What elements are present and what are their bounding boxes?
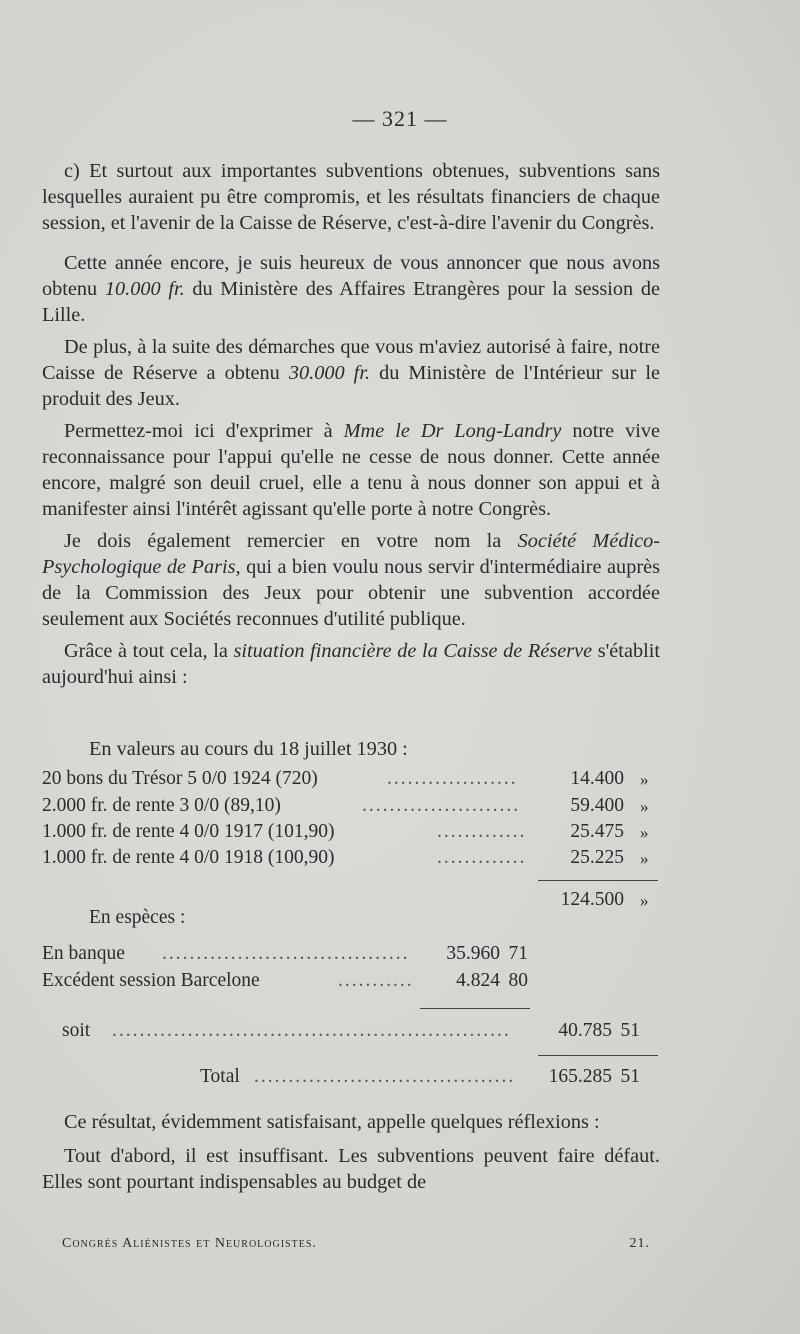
signature-mark: 21. — [629, 1236, 650, 1251]
row-mark: » — [640, 849, 649, 868]
values-heading: En valeurs au cours du 18 juillet 1930 : — [89, 738, 408, 760]
society-name: Société Médico-Psychologique de Paris, — [42, 530, 660, 578]
row-amount: 40.785 — [558, 1020, 612, 1041]
paragraph-lille: Cette année encore, je suis heureux de vous annoncer que nous avons obtenu 10.000 fr. du Ministère des Affaires Etrangères pour la session de Lille. — [42, 252, 660, 326]
row-cents: 71 — [508, 943, 528, 964]
row-cents: 51 — [620, 1020, 640, 1041]
leader-dots: .................................... — [162, 943, 410, 964]
body-text-after — [42, 1109, 660, 1201]
page-number: — 321 — — [352, 106, 448, 131]
leader-dots: ............. — [437, 847, 527, 868]
row-mark: » — [640, 891, 649, 910]
row-amount: 25.475 — [570, 821, 624, 842]
row-amount: 25.225 — [570, 847, 624, 868]
amount-italic: 30.000 fr. — [288, 362, 371, 384]
row-amount: 14.400 — [570, 768, 624, 789]
paragraph-thanks: Permettez-moi ici d'exprimer à Mme le Dr Long-Landry notre vive reconnaissance pour l'appui qu'elle ne cesse de nous donner. Cette année encore, malgré son deuil cruel, elle a tenu à nous donner son appui et à manifester ainsi l'intérêt agissant qu'elle porte à notre Congrès. — [42, 420, 661, 520]
row-amount: 4.824 — [456, 970, 500, 991]
table-row — [42, 768, 662, 794]
footer-title: Congrès Aliénistes et Neurologistes. — [62, 1236, 317, 1251]
situation-title: situation financière de la Caisse de Réserve — [233, 640, 593, 662]
paragraph-result: Ce résultat, évidemment satisfaisant, appelle quelques réflexions : — [64, 1111, 600, 1133]
sum-rule — [538, 1055, 658, 1056]
sum-rule — [420, 1008, 530, 1009]
leader-dots: ............. — [437, 821, 527, 842]
row-label: 1.000 fr. de rente 4 0/0 1917 (101,90) — [42, 821, 335, 842]
footer — [62, 1236, 662, 1252]
amount-italic: 10.000 fr. — [104, 278, 185, 300]
table-row — [42, 970, 662, 996]
leader-dots: ....................... — [362, 795, 521, 816]
row-cents: 80 — [508, 970, 528, 991]
row-label: En banque — [42, 943, 125, 964]
table-row — [42, 847, 662, 873]
row-amount: 59.400 — [570, 795, 624, 816]
paragraph-insufficient: Tout d'abord, il est insuffisant. Les subventions peuvent faire défaut. Elles sont pourtant indispensables au budget de — [42, 1145, 660, 1193]
row-label: 1.000 fr. de rente 4 0/0 1918 (100,90) — [42, 847, 335, 868]
row-label: 2.000 fr. de rente 3 0/0 (89,10) — [42, 795, 281, 816]
person-name: Mme le Dr Long-Landry — [343, 420, 562, 442]
row-mark: » — [640, 770, 649, 789]
row-mark: » — [640, 797, 649, 816]
row-label: 20 bons du Trésor 5 0/0 1924 (720) — [42, 768, 318, 789]
row-label: soit — [62, 1020, 91, 1041]
soit-row — [42, 1020, 662, 1046]
securities-total: 124.500 — [560, 889, 624, 910]
sum-rule — [538, 880, 658, 881]
cash-heading: En espèces : — [89, 907, 186, 928]
table-row — [42, 821, 662, 847]
paragraph-c: c) Et surtout aux importantes subventions obtenues, subventions sans lesquelles auraient pu être compromis, et les résultats financiers de chaque session, et l'avenir de la Caisse de Réserve, c'est-à-dire l'avenir du Congrès. — [42, 160, 660, 234]
row-amount: 165.285 — [548, 1066, 612, 1087]
paragraph-interior: De plus, à la suite des démarches que vous m'aviez autorisé à faire, notre Caisse de Réserve a obtenu 30.000 fr. du Ministère de l'Intérieur sur le produit des Jeux. — [42, 336, 660, 410]
leader-dots: ...................................... — [254, 1066, 516, 1087]
row-label: Total — [200, 1066, 240, 1087]
paragraph-society: Je dois également remercier en votre nom la Société Médico-Psychologique de Paris, qui a bien voulu nous servir d'intermédiaire auprès de la Commission des Jeux pour obtenir une subvention accordée seulement aux Sociétés reconnues d'utilité publique. — [42, 530, 660, 630]
table-row — [42, 795, 662, 821]
row-label: Excédent session Barcelone — [42, 970, 260, 991]
leader-dots: .......................................................... — [112, 1020, 511, 1041]
table-row — [42, 943, 662, 969]
leader-dots: ................... — [387, 768, 518, 789]
leader-dots: ........... — [338, 970, 414, 991]
total-row — [42, 1066, 662, 1092]
paragraph-situation: Grâce à tout cela, la situation financière de la Caisse de Réserve s'établit aujourd'hui ainsi : — [42, 640, 660, 688]
row-mark: » — [640, 823, 649, 842]
row-cents: 51 — [620, 1066, 640, 1087]
row-amount: 35.960 — [446, 943, 500, 964]
